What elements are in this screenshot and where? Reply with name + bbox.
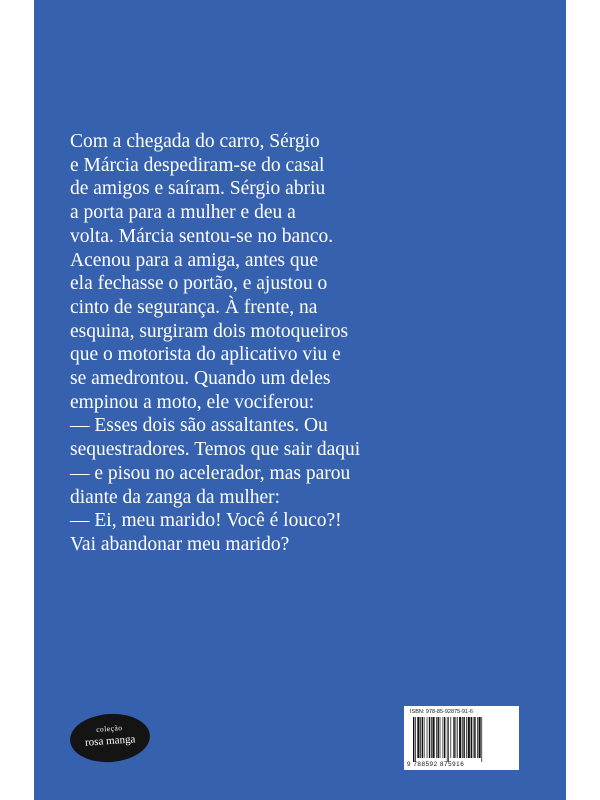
barcode-bar xyxy=(440,717,441,758)
barcode-bar xyxy=(481,717,482,762)
blurb-line: a porta para a mulher e deu a xyxy=(70,202,296,224)
collection-label: coleção xyxy=(95,723,123,734)
blurb-line: — Esses dois são assaltantes. Ou xyxy=(70,415,328,437)
barcode-digits: 9 788592 875916 xyxy=(407,761,465,768)
barcode-bar xyxy=(459,717,461,758)
barcode-bar xyxy=(463,717,464,758)
barcode-bar xyxy=(453,717,454,758)
barcode-bar xyxy=(424,717,425,758)
isbn-label: ISBN: 978-85-92875-91-6 xyxy=(410,709,473,715)
barcode-bar xyxy=(466,717,467,758)
barcode-bar xyxy=(462,717,463,758)
barcode-bar xyxy=(429,717,430,758)
barcode-bar xyxy=(457,717,458,758)
blurb-line: — e pisou no acelerador, mas parou xyxy=(70,462,351,484)
barcode-bar xyxy=(450,717,451,758)
barcode-bar xyxy=(417,717,419,758)
barcode-bar xyxy=(473,717,474,758)
barcode-bar xyxy=(448,717,449,762)
blurb-line: volta. Márcia sentou-se no banco. xyxy=(70,225,334,247)
barcode-bar xyxy=(479,717,481,758)
blurb-line: se amedrontou. Quando um deles xyxy=(70,368,331,390)
blurb-line: de amigos e saíram. Sérgio abriu xyxy=(70,178,326,200)
barcode-bar xyxy=(455,717,456,758)
barcode-bar xyxy=(420,717,421,758)
barcode-bar xyxy=(447,717,448,762)
blurb-line: sequestradores. Temos que sair daqui xyxy=(70,439,361,461)
blurb-line: que o motorista do aplicativo viu e xyxy=(70,344,341,366)
blurb-line: Com a chegada do carro, Sérgio xyxy=(70,131,320,152)
barcode-bar xyxy=(413,717,414,762)
barcode-image xyxy=(412,717,512,762)
barcode-bar xyxy=(432,717,434,758)
blurb-line: esquina, surgiram dois motoqueiros xyxy=(70,320,349,342)
blurb-line: cinto de segurança. À frente, na xyxy=(70,296,318,318)
barcode-bar xyxy=(431,717,432,758)
blurb-line: empinou a moto, ele vociferou: xyxy=(70,391,315,413)
back-cover-blurb xyxy=(70,130,400,557)
collection-name: rosa manga xyxy=(84,733,136,749)
barcode-bar xyxy=(477,717,478,758)
barcode-bar xyxy=(436,717,437,758)
barcode-bar xyxy=(427,717,428,758)
isbn-barcode-box xyxy=(404,706,519,770)
barcode-bar xyxy=(443,717,444,758)
barcode-bar xyxy=(415,717,416,762)
blurb-line: e Márcia despediram-se do casal xyxy=(70,154,325,176)
barcode-bar xyxy=(422,717,423,758)
blurb-line: Vai abandonar meu marido? xyxy=(70,533,290,555)
barcode-bar xyxy=(437,717,438,758)
blurb-line: ela fechasse o portão, e ajustou o xyxy=(70,273,328,295)
barcode-bar xyxy=(468,717,470,758)
blurb-line: diante da zanga da mulher: xyxy=(70,486,281,508)
blurb-line: Acenou para a amiga, antes que xyxy=(70,249,318,271)
barcode-bar xyxy=(444,717,445,758)
barcode-bar xyxy=(474,717,475,758)
blurb-line: — Ei, meu marido! Você é louco?! xyxy=(70,510,342,532)
barcode-bar xyxy=(471,717,472,758)
